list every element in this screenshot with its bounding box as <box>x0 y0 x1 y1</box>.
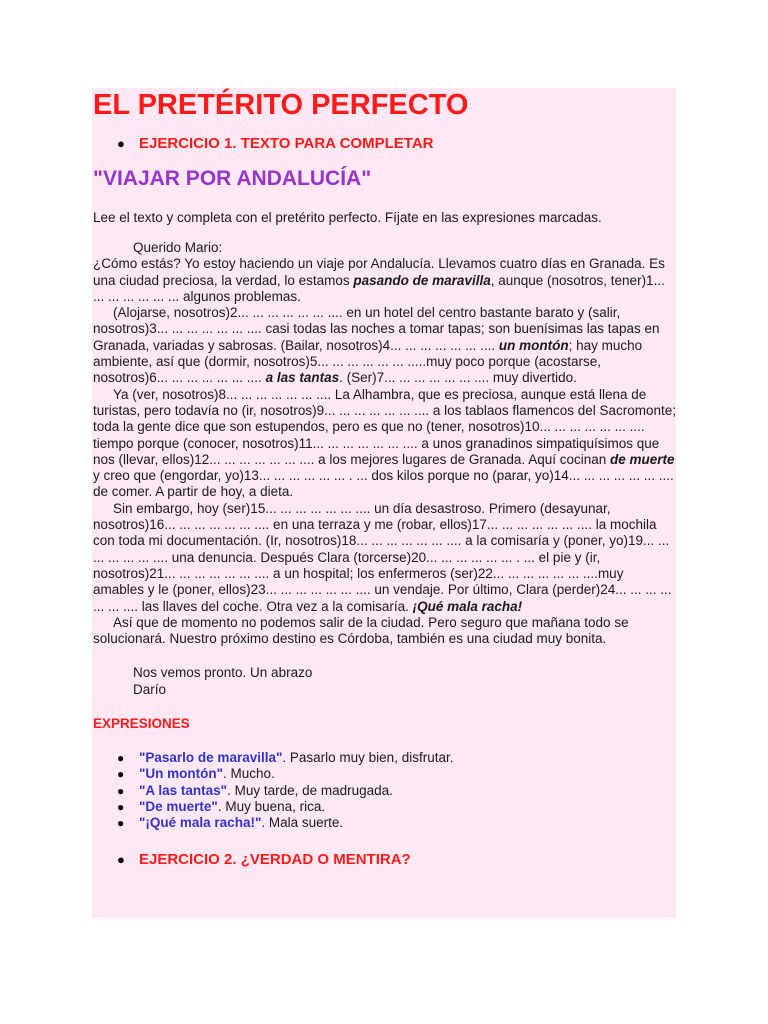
marked-expression: a las tantas <box>265 370 340 386</box>
expression-meaning: . Muy buena, rica. <box>217 798 326 814</box>
exercise-list <box>93 134 678 154</box>
signoff-name: Darío <box>133 681 167 697</box>
page-title: EL PRETÉRITO PERFECTO <box>93 89 469 121</box>
list-item <box>93 750 678 766</box>
bullet-icon: ● <box>117 816 125 831</box>
document-content <box>93 88 678 870</box>
paragraph-3-text-a: Ya (ver, nosotros)8... ... ... ... ... ... .... La Alhambra, que es preciosa, aunque está llena de turistas, pero todavía no (ir, nosotros)9... ... ... ... ... ... .... a los tablaos flamencos del Sacromonte; toda la gente dice que son estupendos, pero es que no (tener, nosotros)10... ... ... ... ... ... .... tiempo porque (conocer, nosotros)11... ... ... ... ... ... .... a unos granadinos simpatiquísimos que nos (llevar, ellos)12... ... ... ... ... ... .... a los mejores lugares de Granada. Aquí cocinan <box>93 386 677 467</box>
expression-term: "Un montón" <box>139 766 224 782</box>
bullet-icon: ● <box>117 751 125 766</box>
marked-expression: ¡Qué mala racha! <box>412 598 523 614</box>
letter-paragraph-2 <box>93 305 678 386</box>
marked-expression: un montón <box>498 337 569 353</box>
expressions-list <box>93 750 678 831</box>
expression-meaning: . Muy tarde, de madrugada. <box>227 782 393 798</box>
expression-meaning: . Mala suerte. <box>261 815 344 831</box>
marked-expression: pasando de maravilla <box>353 272 491 288</box>
letter-paragraph-3 <box>93 387 678 501</box>
paragraph-4-text-a: Sin embargo, hoy (ser)15... ... ... ... ... ... .... un día desastroso. Primero (desayunar, nosotros)16... ... ... ... ... ... .... en una terraza y me (robar, ellos)17... ... ... ... ... ... .... la mochila con toda mi documentación. (Ir, nosotros)18... ... ... ... ... ... .... a la comisaría y (poner, yo)19... ... ... ... ... ... .... una denuncia. Después Clara (torcerse)20... ... ... ... ... ... . ... el pie y (ir, nosotros)21... ... ... ... ... ... .... a un hospital; los enfermeros (ser)22... ... ... ... ... ... ....muy amables y le (poner, ellos)23... ... ... ... ... ... .... un vendaje. Por último, Clara (perder)24... ... ... ... ... ... .... las llaves del coche. Otra vez a la comisaría. <box>93 500 672 614</box>
letter-signoff <box>93 665 678 698</box>
list-item <box>93 783 678 799</box>
exercise-list-2 <box>93 850 678 870</box>
letter-paragraph-5: Así que de momento no podemos salir de la ciudad. Pero seguro que mañana todo se solucionará. Nuestro próximo destino es Córdoba, también es una ciudad muy bonita. <box>93 614 629 647</box>
instructions: Lee el texto y completa con el pretérito perfecto. Fíjate en las expresiones marcadas. <box>93 210 602 225</box>
paragraph-3-text-b: y creo que (engordar, yo)13... ... ... ... ... ... . ... dos kilos porque no (parar, yo)14... ... ... ... ... ... .... de comer. A partir de hoy, a dieta. <box>93 468 674 500</box>
letter-greeting: Querido Mario: <box>133 240 223 255</box>
letter-text <box>93 240 678 698</box>
expression-meaning: . Pasarlo muy bien, disfrutar. <box>282 750 454 766</box>
text-title: "VIAJAR POR ANDALUCÍA" <box>93 167 372 190</box>
marked-expression: de muerte <box>610 451 675 467</box>
paragraph-1-text-a: ¿Cómo estás? Yo estoy haciendo un viaje por Andalucía. Llevamos cuatro días en Granada. Es una ciudad preciosa, la verdad, lo estamos <box>93 256 665 288</box>
expression-term: "¡Qué mala racha!" <box>139 815 262 831</box>
expression-term: "Pasarlo de maravilla" <box>139 750 283 766</box>
paragraph-1-text-b: , aunque (nosotros, tener)1... ... ... ... ... ... ... algunos problemas. <box>93 272 665 304</box>
letter-paragraph-4 <box>93 501 678 615</box>
exercise-2-heading <box>93 850 678 870</box>
bullet-icon: ● <box>117 799 125 814</box>
exercise-2-label: EJERCICIO 2. ¿VERDAD O MENTIRA? <box>139 850 411 868</box>
list-item <box>93 766 678 782</box>
bullet-icon: ● <box>117 136 125 151</box>
list-item <box>93 815 678 831</box>
expression-meaning: . Mucho. <box>223 766 275 782</box>
letter-paragraph-1 <box>93 256 678 305</box>
list-item <box>93 799 678 815</box>
expressions-heading: EXPRESIONES <box>93 716 190 732</box>
signoff-line-1: Nos vemos pronto. Un abrazo <box>133 665 313 681</box>
expression-term: "De muerte" <box>139 798 218 814</box>
exercise-1-label: EJERCICIO 1. TEXTO PARA COMPLETAR <box>139 135 434 152</box>
expression-term: "A las tantas" <box>139 782 228 798</box>
bullet-icon: ● <box>117 851 125 867</box>
bullet-icon: ● <box>117 767 125 782</box>
paragraph-2-text-b: ; hay mucho ambiente, así que (dormir, nosotros)5... ... ... ... ... ... .....muy poco porque (acostarse, nosotros)6... ... ... ... ... ... .... <box>93 337 643 386</box>
exercise-1-heading <box>93 134 678 154</box>
paragraph-2-text-c: . (Ser)7... ... ... ... ... ... .... muy divertido. <box>339 370 577 386</box>
bullet-icon: ● <box>117 783 125 798</box>
paragraph-2-text-a: (Alojarse, nosotros)2... ... ... ... ... ... .... en un hotel del centro bastante barato y (salir, nosotros)3... ... ... ... ... ... .... casi todas las noches a tomar tapas; son buenísimas las tapas en Granada, variadas y sabrosas. (Bailar, nosotros)4... ... ... ... ... ... .... <box>93 305 660 353</box>
